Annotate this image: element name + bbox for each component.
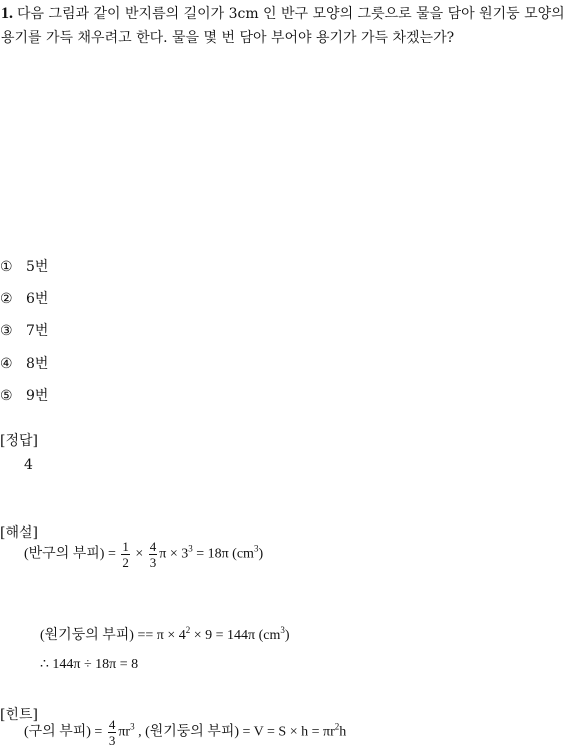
answer-heading: [정답] xyxy=(0,433,38,449)
choice-mark: ③ xyxy=(0,323,13,339)
explanation-line-1 xyxy=(24,540,263,569)
fraction-numerator: 4 xyxy=(149,539,157,554)
expr-text: (원기둥의 부피) == π × 4 xyxy=(40,628,186,643)
expr-text: h xyxy=(339,724,347,740)
expr-text: × 9 = 144π (cm xyxy=(193,628,281,643)
expr-text: (반구의 부피) = xyxy=(24,546,116,562)
choice-label: 9번 xyxy=(26,388,49,404)
expr-text: πr xyxy=(118,724,131,740)
choice-label: 8번 xyxy=(26,356,49,372)
question-text: 다음 그림과 같이 반지름의 길이가 3cm 인 반구 모양의 그릇으로 물을 담아 원기둥 모양의 용기를 가득 채우려고 한다. 물을 몇 번 담아 부어야 용기가 가득 차겠는가? xyxy=(1,6,565,46)
answer-value: 4 xyxy=(24,457,33,473)
choice-3[interactable] xyxy=(0,320,48,340)
exponent: 3 xyxy=(280,625,285,635)
choice-label: 5번 xyxy=(26,259,49,275)
expr-text: (구의 부피) = xyxy=(24,724,103,740)
choice-4[interactable] xyxy=(0,353,48,373)
choice-mark: ④ xyxy=(0,356,13,372)
exponent: 2 xyxy=(185,625,191,635)
explanation-line-2 xyxy=(40,624,290,644)
choice-mark: ② xyxy=(0,291,13,307)
fraction xyxy=(108,718,117,747)
times-sign: × xyxy=(135,546,144,562)
exponent: 2 xyxy=(334,721,340,732)
hint-heading: [힌트] xyxy=(0,707,38,723)
expr-text: , (원기둥의 부피) = V = S × h = πr xyxy=(138,724,335,740)
choice-label: 6번 xyxy=(26,291,49,307)
expr-text: ) xyxy=(284,628,290,643)
expr-text: = 18π (cm xyxy=(196,546,254,562)
expr-text: ) xyxy=(258,546,264,562)
choice-mark: ⑤ xyxy=(0,388,13,404)
question xyxy=(1,2,571,50)
figure-area xyxy=(0,78,573,248)
question-number: 1. xyxy=(1,5,13,22)
expr-text: π × 3 xyxy=(159,546,189,562)
choice-5[interactable] xyxy=(0,385,48,405)
exponent: 3 xyxy=(253,543,259,554)
fraction xyxy=(121,540,130,569)
fraction-numerator: 4 xyxy=(108,717,116,732)
fraction-numerator: 1 xyxy=(122,539,129,554)
explanation-heading: [해설] xyxy=(0,525,38,541)
choice-2[interactable] xyxy=(0,288,48,308)
choice-1[interactable] xyxy=(0,256,48,276)
explanation-line-3: ∴ 144π ÷ 18π = 8 xyxy=(40,657,139,672)
exponent: 3 xyxy=(188,543,193,554)
hint-line xyxy=(24,718,346,747)
choice-mark: ① xyxy=(0,259,13,275)
fraction-denominator: 3 xyxy=(149,555,157,570)
fraction-denominator: 2 xyxy=(122,555,129,570)
choice-label: 7번 xyxy=(26,323,49,339)
exponent: 3 xyxy=(130,721,135,732)
fraction-denominator: 3 xyxy=(108,733,116,748)
fraction xyxy=(149,540,158,569)
